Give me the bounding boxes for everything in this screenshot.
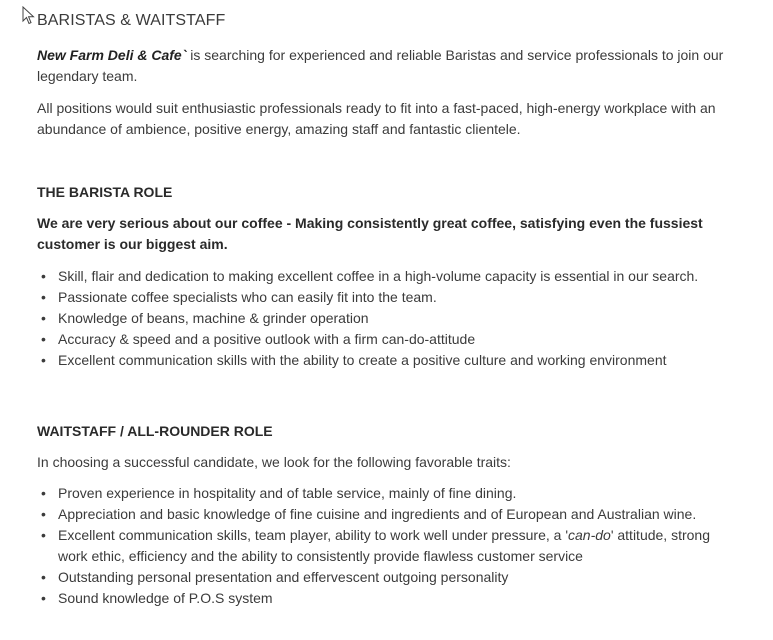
bullet-icon: • <box>41 331 46 347</box>
bullet-icon: • <box>41 268 46 284</box>
list-item: • Excellent communication skills with the ability to create a positive culture and working environment <box>37 350 737 371</box>
bullet-icon: • <box>41 506 46 522</box>
list-item: • Outstanding personal presentation and effervescent outgoing personality <box>37 567 727 588</box>
list-item: • Skill, flair and dedication to making excellent coffee in a high-volume capacity is essential in our search. <box>37 266 737 287</box>
barista-requirements-list <box>37 266 737 371</box>
list-item: • Proven experience in hospitality and of table service, mainly of fine dining. <box>37 483 727 504</box>
intro-paragraph-2: All positions would suit enthusiastic professionals ready to fit into a fast-paced, high-energy workplace with an abundance of ambience, positive energy, amazing staff and fantastic clientele. <box>37 100 716 137</box>
list-item: • Knowledge of beans, machine & grinder operation <box>37 308 737 329</box>
emphasis-text: can-do <box>568 527 611 543</box>
page-title: BARISTAS & WAITSTAFF <box>37 12 226 29</box>
waitstaff-role-heading: WAITSTAFF / ALL-ROUNDER ROLE <box>37 423 273 439</box>
bullet-icon: • <box>41 310 46 326</box>
bullet-icon: • <box>41 569 46 585</box>
list-item: • Excellent communication skills, team player, ability to work well under pressure, a 'can-do' attitude, strong work ethic, efficiency and the ability to consistently provide flawless customer service <box>41 527 710 564</box>
list-item: • Sound knowledge of P.O.S system <box>37 588 727 609</box>
waitstaff-intro: In choosing a successful candidate, we look for the following favorable traits: <box>37 454 511 470</box>
company-name: New Farm Deli & Cafe` <box>37 47 187 63</box>
list-item: • Passionate coffee specialists who can easily fit into the team. <box>37 287 737 308</box>
list-item: • Accuracy & speed and a positive outlook with a firm can-do-attitude <box>37 329 737 350</box>
intro-paragraph-1-text: is searching for experienced and reliable Baristas and service professionals to join our legendary team. <box>37 47 724 84</box>
bullet-icon: • <box>41 590 46 606</box>
barista-role-subheading: We are very serious about our coffee - Making consistently great coffee, satisfying even the fussiest customer is our biggest aim. <box>37 215 703 252</box>
mouse-cursor-icon <box>22 6 36 26</box>
bullet-icon: • <box>41 352 46 368</box>
list-item: • Appreciation and basic knowledge of fine cuisine and ingredients and of European and Australian wine. <box>37 504 727 525</box>
intro-paragraph-1 <box>37 45 737 87</box>
barista-role-heading: THE BARISTA ROLE <box>37 184 173 200</box>
bullet-icon: • <box>41 485 46 501</box>
bullet-icon: • <box>41 527 46 543</box>
waitstaff-traits-list <box>37 483 727 609</box>
bullet-icon: • <box>41 289 46 305</box>
